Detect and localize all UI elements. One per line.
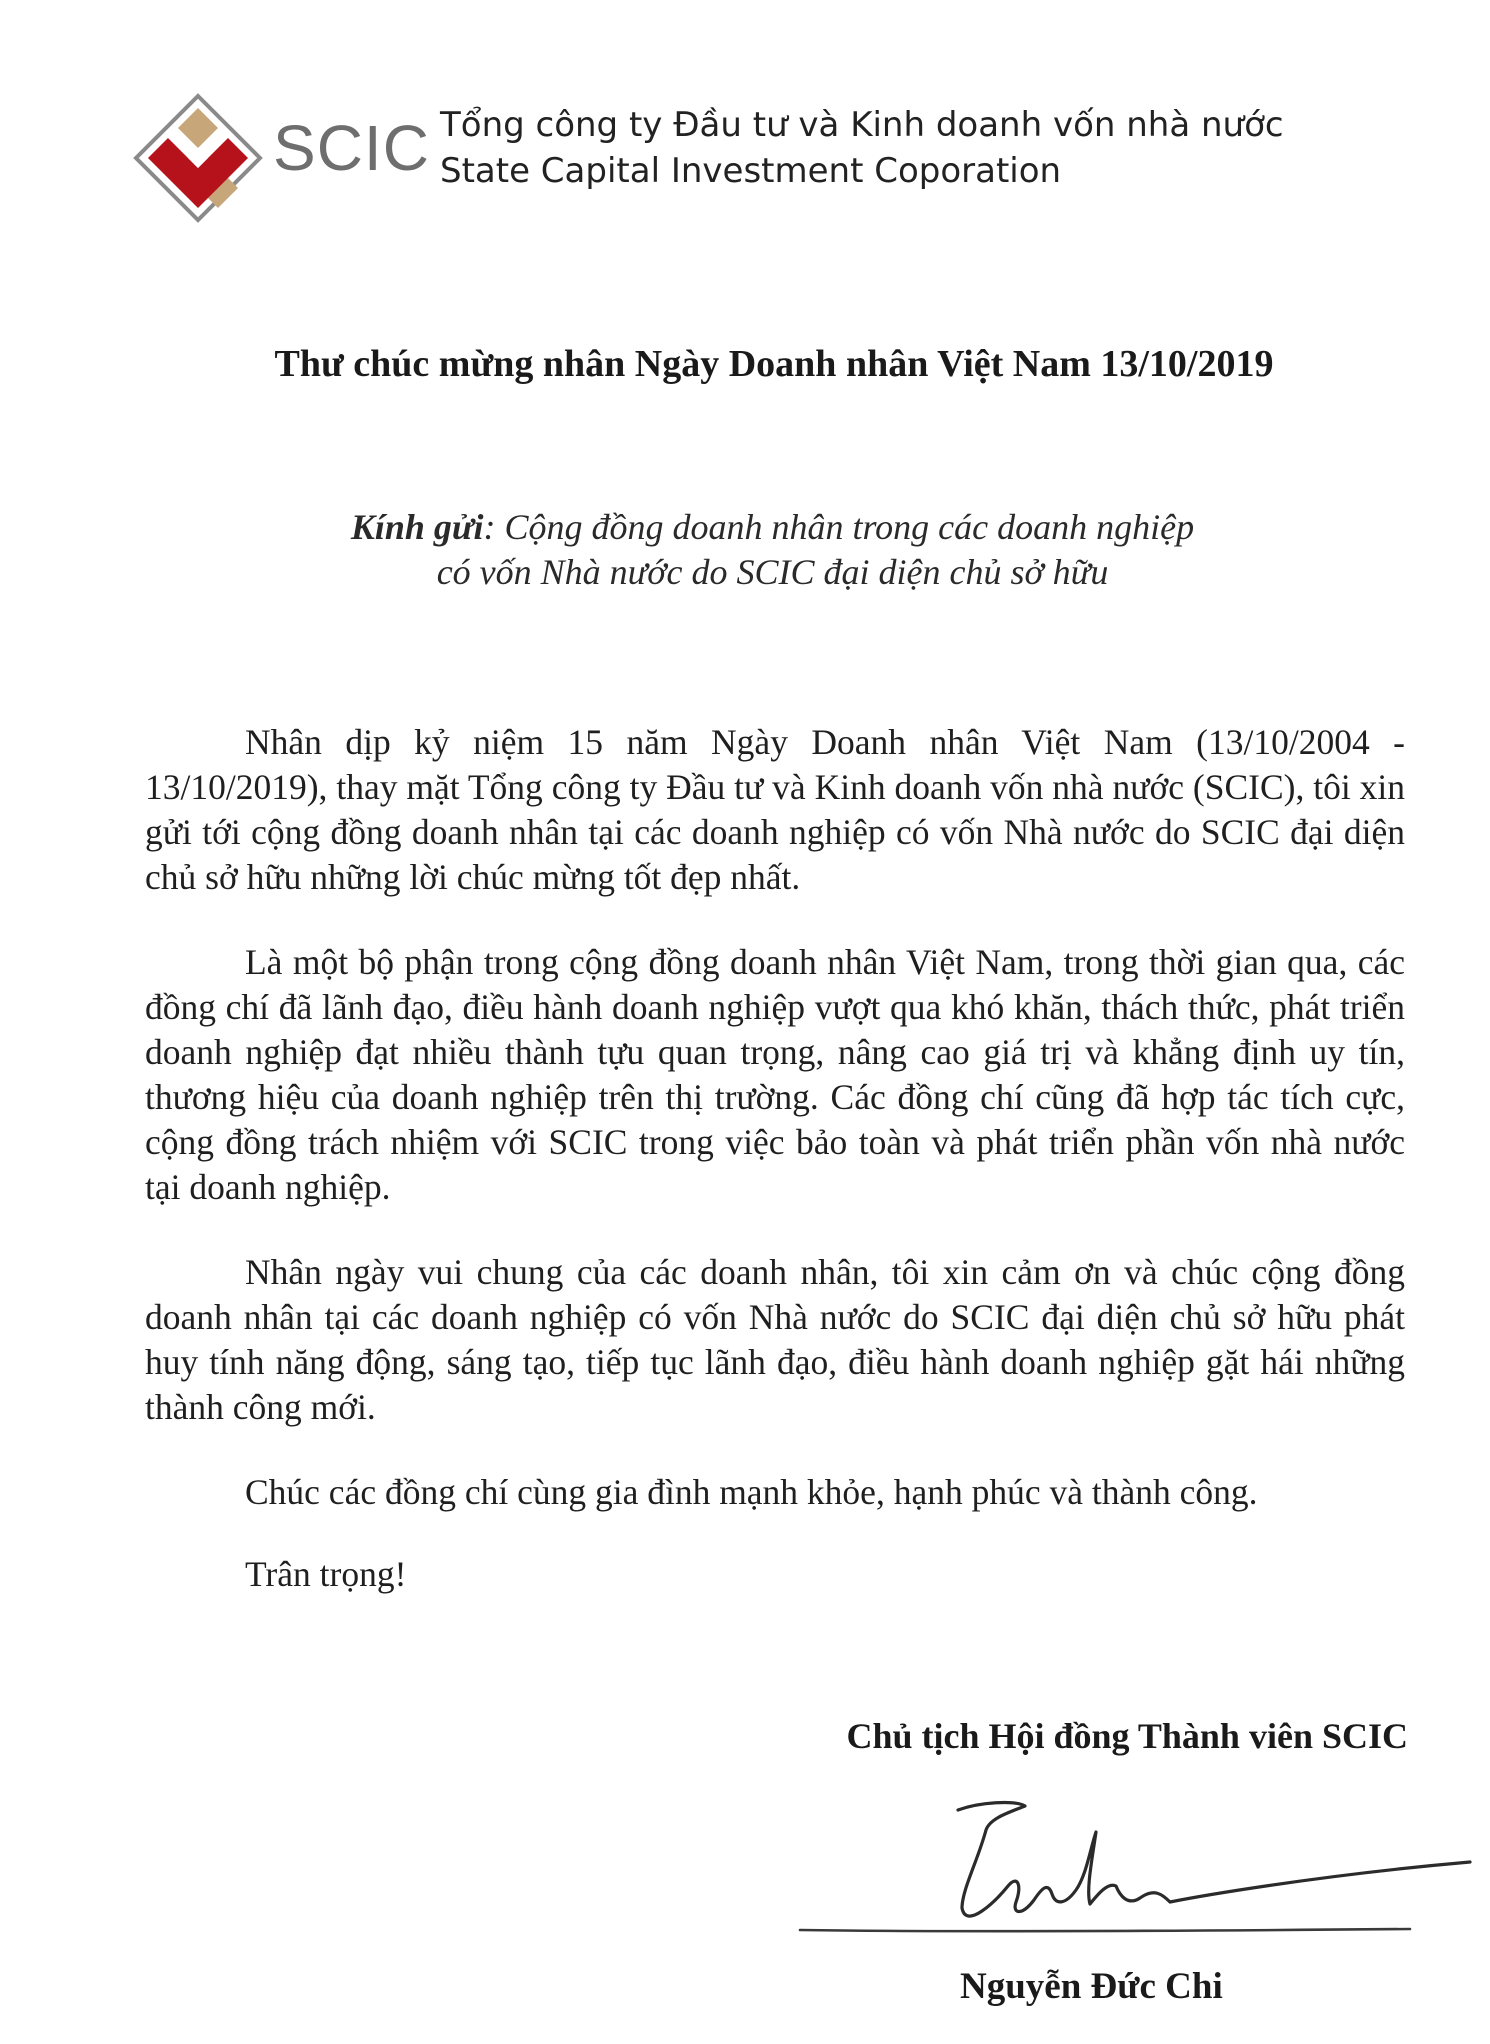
addressee: [0, 505, 1490, 595]
org-name-english: State Capital Investment Coporation: [440, 151, 1062, 191]
scic-logo-icon: [132, 92, 264, 224]
signer-name: Nguyễn Đức Chi: [960, 1966, 1223, 2007]
closing-wish: Chúc các đồng chí cùng gia đình mạnh khỏe, hạnh phúc và thành công.: [245, 1472, 1258, 1512]
letter-title: Thư chúc mừng nhân Ngày Doanh nhân Việt Nam 13/10/2019: [274, 343, 1274, 385]
logo-wordmark: SCIC: [273, 112, 430, 184]
addressee-line-2: có vốn Nhà nước do SCIC đại diện chủ sở hữu: [436, 552, 1109, 592]
body-paragraph: Nhân ngày vui chung của các doanh nhân, tôi xin cảm ơn và chúc cộng đồng doanh nhân tại các doanh nghiệp có vốn Nhà nước do SCIC đại diện chủ sở hữu phát huy tính năng động, sáng tạo, tiếp tục lãnh đạo, điều hành doanh nghiệp gặt hái những thành công mới.: [145, 1252, 1405, 1427]
organization-names: [440, 102, 1284, 194]
letter-body: [145, 720, 1405, 1634]
body-paragraph: Là một bộ phận trong cộng đồng doanh nhân Việt Nam, trong thời gian qua, các đồng chí đã lãnh đạo, điều hành doanh nghiệp vượt qua khó khăn, thách thức, phát triển doanh nghiệp đạt nhiều thành tựu quan trọng, nâng cao giá trị và khẳng định uy tín, thương hiệu của doanh nghiệp trên thị trường. Các đồng chí cũng đã hợp tác tích cực, cộng đồng trách nhiệm với SCIC trong việc bảo toàn và phát triển phần vốn nhà nước tại doanh nghiệp.: [145, 942, 1405, 1207]
org-name-vietnamese: Tổng công ty Đầu tư và Kinh doanh vốn nhà nước: [440, 105, 1284, 145]
addressee-text-1: : Cộng đồng doanh nhân trong các doanh nghiệp: [483, 507, 1195, 547]
addressee-label: Kính gửi: [350, 507, 484, 547]
letterhead: [132, 88, 1332, 228]
handwritten-signature-icon: [790, 1790, 1490, 1980]
signer-position-title: Chủ tịch Hội đồng Thành viên SCIC: [846, 1716, 1408, 1756]
addressee-line-1: [0, 505, 1490, 550]
closing-salutation: Trân trọng!: [245, 1554, 407, 1594]
body-paragraph: Nhân dịp kỷ niệm 15 năm Ngày Doanh nhân Việt Nam (13/10/2004 - 13/10/2019), thay mặt Tổng công ty Đầu tư và Kinh doanh vốn nhà nước (SCIC), tôi xin gửi tới cộng đồng doanh nhân tại các doanh nghiệp có vốn Nhà nước do SCIC đại diện chủ sở hữu những lời chúc mừng tốt đẹp nhất.: [145, 722, 1405, 897]
